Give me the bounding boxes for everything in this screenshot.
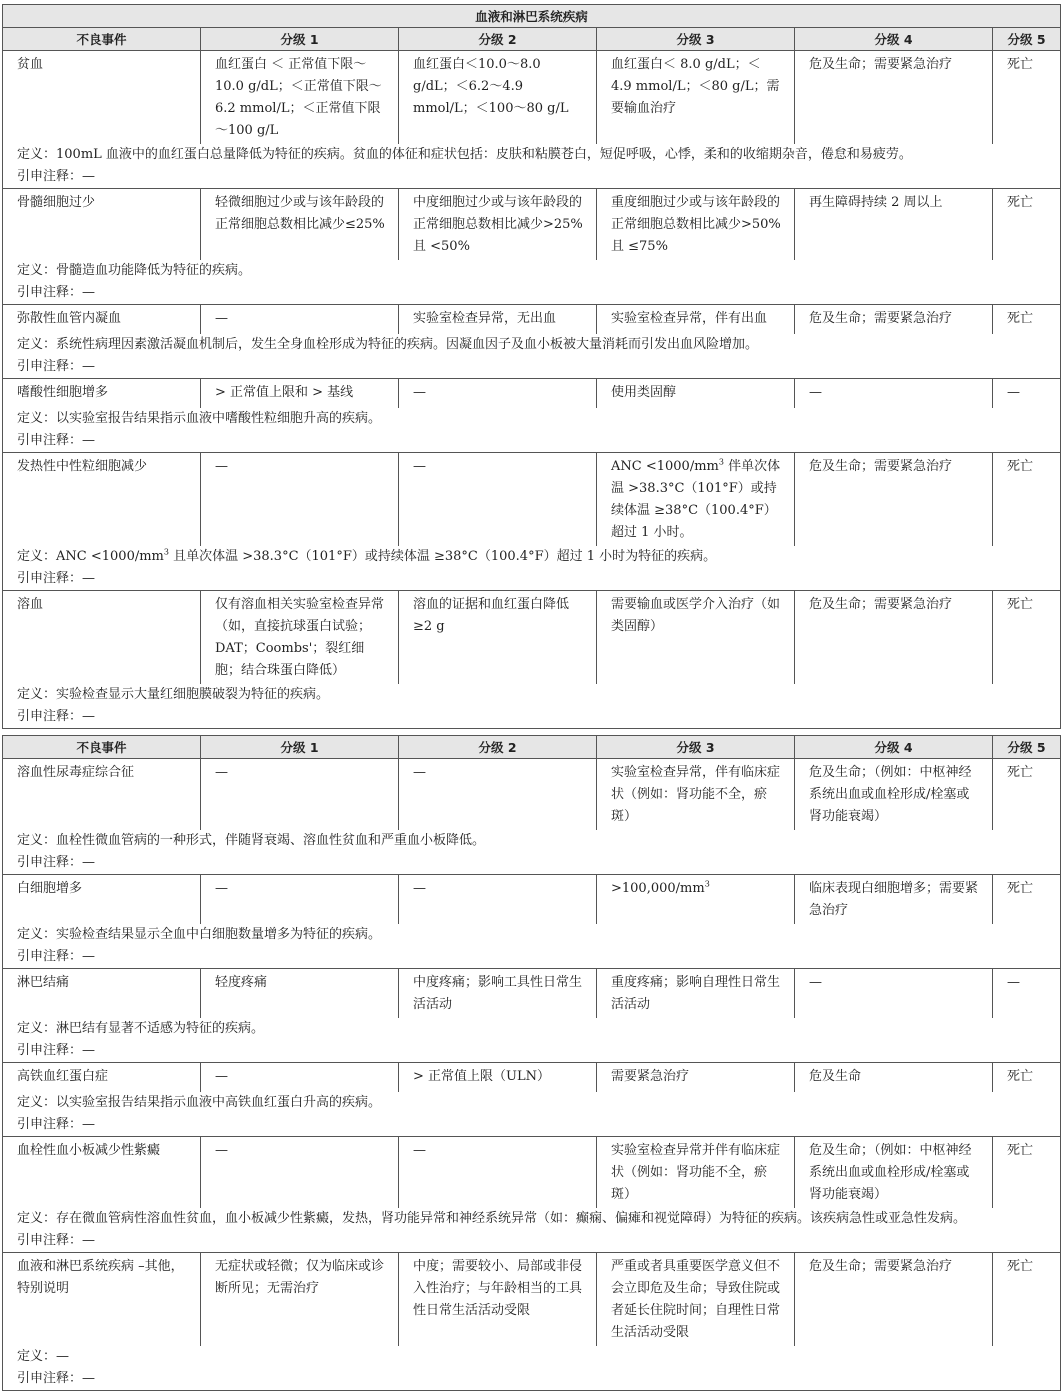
grade-3-cell: 需要紧急治疗 bbox=[597, 1063, 795, 1093]
grade-1-cell: 轻度疼痛 bbox=[201, 969, 399, 1019]
note-value: — bbox=[82, 433, 96, 448]
note-text bbox=[3, 1114, 1061, 1137]
definition-text bbox=[3, 546, 1061, 568]
event-row bbox=[3, 591, 1061, 685]
grade-3-cell: $>100,000/mm^3$ bbox=[597, 875, 795, 925]
definition-value: ANC $<1000/mm^3$ 且单次体温 >38.3°C（101°F）或持续体温 ≥38°C（100.4°F）超过 1 小时为特征的疾病。 bbox=[56, 547, 717, 564]
grade-4-cell: 危及生命；需要紧急治疗 bbox=[795, 305, 993, 335]
definition-label: 定义： bbox=[17, 687, 57, 702]
grade-5-cell: 死亡 bbox=[993, 875, 1061, 925]
grade-5-cell: 死亡 bbox=[993, 1137, 1061, 1209]
grade-2-cell: 溶血的证据和血红蛋白降低 ≥2 g bbox=[399, 591, 597, 685]
note-row bbox=[3, 1368, 1061, 1391]
note-row bbox=[3, 1230, 1061, 1253]
note-value: — bbox=[82, 359, 96, 374]
event-name: 溶血性尿毒症综合征 bbox=[3, 759, 201, 831]
note-value: — bbox=[82, 709, 96, 724]
grade-5-cell: — bbox=[993, 379, 1061, 409]
definition-text bbox=[3, 334, 1061, 356]
definition-value: 存在微血管病性溶血性贫血，血小板减少性紫癜，发热，肾功能异常和神经系统异常（如：癫痫、偏瘫和视觉障碍）为特征的疾病。该疾病急性或亚急性发病。 bbox=[56, 1211, 967, 1226]
definition-label: 定义： bbox=[17, 411, 57, 426]
grade-3-cell: 实验室检查异常，伴有出血 bbox=[597, 305, 795, 335]
note-row bbox=[3, 706, 1061, 729]
note-label: 引申注释： bbox=[17, 949, 83, 964]
grade-3-cell: 重度细胞过少或与该年龄段的正常细胞总数相比减少>50% 且 ≤75% bbox=[597, 189, 795, 261]
grade-1-cell: — bbox=[201, 305, 399, 335]
definition-text bbox=[3, 1092, 1061, 1114]
grade-4-cell: — bbox=[795, 379, 993, 409]
definition-label: 定义： bbox=[17, 549, 57, 564]
definition-text bbox=[3, 924, 1061, 946]
definition-row bbox=[3, 546, 1061, 568]
event-name: 高铁血红蛋白症 bbox=[3, 1063, 201, 1093]
note-label: 引申注释： bbox=[17, 359, 83, 374]
grade-5-cell: 死亡 bbox=[993, 305, 1061, 335]
grade-2-cell: 中度；需要较小、局部或非侵入性治疗；与年龄相当的工具性日常生活活动受限 bbox=[399, 1253, 597, 1347]
grade-1-cell: 仅有溶血相关实验室检查异常（如，直接抗球蛋白试验；DAT；Coombs'；裂红细胞；结合珠蛋白降低） bbox=[201, 591, 399, 685]
event-row bbox=[3, 453, 1061, 547]
note-value: — bbox=[82, 855, 96, 870]
definition-value: 骨髓造血功能降低为特征的疾病。 bbox=[56, 263, 252, 278]
note-label: 引申注释： bbox=[17, 1117, 83, 1132]
note-text bbox=[3, 946, 1061, 969]
definition-row bbox=[3, 924, 1061, 946]
grade-4-cell: 危及生命；（例如：中枢神经系统出血或血栓形成/栓塞或肾功能衰竭） bbox=[795, 1137, 993, 1209]
event-row bbox=[3, 1253, 1061, 1347]
note-label: 引申注释： bbox=[17, 571, 83, 586]
grade-1-cell: — bbox=[201, 1137, 399, 1209]
header-grade-2: 分级 2 bbox=[399, 736, 597, 759]
grade-3-cell: 需要输血或医学介入治疗（如类固醇） bbox=[597, 591, 795, 685]
grade-1-cell: — bbox=[201, 453, 399, 547]
definition-label: 定义： bbox=[17, 337, 57, 352]
definition-text bbox=[3, 1208, 1061, 1230]
note-label: 引申注释： bbox=[17, 433, 83, 448]
definition-label: 定义： bbox=[17, 1095, 57, 1110]
header-grade-5: 分级 5 bbox=[993, 28, 1061, 51]
definition-value: 以实验室报告结果指示血液中高铁血红蛋白升高的疾病。 bbox=[56, 1095, 382, 1110]
grade-4-cell: 危及生命 bbox=[795, 1063, 993, 1093]
definition-row bbox=[3, 1346, 1061, 1368]
grade-5-cell: 死亡 bbox=[993, 759, 1061, 831]
event-name: 淋巴结痛 bbox=[3, 969, 201, 1019]
definition-label: 定义： bbox=[17, 263, 57, 278]
definition-value: 血栓性微血管病的一种形式，伴随肾衰竭、溶血性贫血和严重血小板降低。 bbox=[56, 833, 486, 848]
note-text bbox=[3, 166, 1061, 189]
note-text bbox=[3, 568, 1061, 591]
note-text bbox=[3, 1230, 1061, 1253]
event-name: 血液和淋巴系统疾病 –其他，特别说明 bbox=[3, 1253, 201, 1347]
event-name: 发热性中性粒细胞减少 bbox=[3, 453, 201, 547]
definition-row bbox=[3, 334, 1061, 356]
note-row bbox=[3, 430, 1061, 453]
definition-label: 定义： bbox=[17, 927, 57, 942]
definition-row bbox=[3, 684, 1061, 706]
header-grade-5: 分级 5 bbox=[993, 736, 1061, 759]
grade-5-cell: 死亡 bbox=[993, 591, 1061, 685]
grade-2-cell: 实验室检查异常，无出血 bbox=[399, 305, 597, 335]
grade-3-cell: 重度疼痛；影响自理性日常生活活动 bbox=[597, 969, 795, 1019]
definition-text bbox=[3, 408, 1061, 430]
definition-row bbox=[3, 1018, 1061, 1040]
header-grade-2: 分级 2 bbox=[399, 28, 597, 51]
grade-5-cell: — bbox=[993, 969, 1061, 1019]
note-label: 引申注释： bbox=[17, 1371, 83, 1386]
note-row bbox=[3, 282, 1061, 305]
event-name: 嗜酸性细胞增多 bbox=[3, 379, 201, 409]
grade-4-cell: 危及生命；需要紧急治疗 bbox=[795, 1253, 993, 1347]
definition-label: 定义： bbox=[17, 1021, 57, 1036]
note-text bbox=[3, 706, 1061, 729]
adverse-events-table-1 bbox=[2, 4, 1061, 729]
note-label: 引申注释： bbox=[17, 1233, 83, 1248]
definition-row bbox=[3, 260, 1061, 282]
grade-5-cell: 死亡 bbox=[993, 189, 1061, 261]
grade-2-cell: > 正常值上限（ULN） bbox=[399, 1063, 597, 1093]
grade-1-cell: 血红蛋白 ＜ 正常值下限～10.0 g/dL；＜正常值下限～6.2 mmol/L；＜正常值下限～100 g/L bbox=[201, 51, 399, 145]
event-name: 白细胞增多 bbox=[3, 875, 201, 925]
note-value: — bbox=[82, 285, 96, 300]
definition-value: 实验检查结果显示全血中白细胞数量增多为特征的疾病。 bbox=[56, 927, 382, 942]
note-text bbox=[3, 1368, 1061, 1391]
note-row bbox=[3, 852, 1061, 875]
header-grade-3: 分级 3 bbox=[597, 28, 795, 51]
header-grade-1: 分级 1 bbox=[201, 736, 399, 759]
grade-2-cell: 中度疼痛；影响工具性日常生活活动 bbox=[399, 969, 597, 1019]
event-name: 溶血 bbox=[3, 591, 201, 685]
definition-row bbox=[3, 1092, 1061, 1114]
grade-2-cell: 中度细胞过少或与该年龄段的正常细胞总数相比减少>25% 且 <50% bbox=[399, 189, 597, 261]
header-row bbox=[3, 28, 1061, 51]
section-title: 血液和淋巴系统疾病 bbox=[3, 5, 1061, 28]
grade-3-cell: 实验室检查异常，伴有临床症状（例如：肾功能不全，瘀斑） bbox=[597, 759, 795, 831]
note-label: 引申注释： bbox=[17, 169, 83, 184]
definition-value: 淋巴结有显著不适感为特征的疾病。 bbox=[56, 1021, 265, 1036]
grade-5-cell: 死亡 bbox=[993, 1063, 1061, 1093]
definition-label: 定义： bbox=[17, 1349, 57, 1364]
note-value: — bbox=[82, 1233, 96, 1248]
grade-4-cell: 危及生命；需要紧急治疗 bbox=[795, 453, 993, 547]
header-grade-3: 分级 3 bbox=[597, 736, 795, 759]
grade-5-cell: 死亡 bbox=[993, 453, 1061, 547]
note-row bbox=[3, 166, 1061, 189]
definition-row bbox=[3, 408, 1061, 430]
note-value: — bbox=[82, 1117, 96, 1132]
event-name: 贫血 bbox=[3, 51, 201, 145]
header-grade-1: 分级 1 bbox=[201, 28, 399, 51]
event-name: 骨髓细胞过少 bbox=[3, 189, 201, 261]
event-row bbox=[3, 1137, 1061, 1209]
grade-3-cell: 严重或者具重要医学意义但不会立即危及生命；导致住院或者延长住院时间；自理性日常生活活动受限 bbox=[597, 1253, 795, 1347]
note-label: 引申注释： bbox=[17, 285, 83, 300]
definition-row bbox=[3, 1208, 1061, 1230]
event-row bbox=[3, 1063, 1061, 1093]
grade-4-cell: 危及生命；（例如：中枢神经系统出血或血栓形成/栓塞或肾功能衰竭） bbox=[795, 759, 993, 831]
definition-text bbox=[3, 1346, 1061, 1368]
note-value: — bbox=[82, 169, 96, 184]
header-grade-4: 分级 4 bbox=[795, 28, 993, 51]
note-value: — bbox=[82, 949, 96, 964]
definition-text bbox=[3, 830, 1061, 852]
grade-1-cell: 无症状或轻微；仅为临床或诊断所见；无需治疗 bbox=[201, 1253, 399, 1347]
grade-2-cell: — bbox=[399, 453, 597, 547]
event-name: 血栓性血小板减少性紫癜 bbox=[3, 1137, 201, 1209]
note-value: — bbox=[82, 571, 96, 586]
header-event: 不良事件 bbox=[3, 28, 201, 51]
definition-text bbox=[3, 144, 1061, 166]
header-row bbox=[3, 736, 1061, 759]
grade-2-cell: — bbox=[399, 759, 597, 831]
definition-row bbox=[3, 144, 1061, 166]
event-row bbox=[3, 379, 1061, 409]
event-row bbox=[3, 875, 1061, 925]
note-text bbox=[3, 852, 1061, 875]
definition-value: 以实验室报告结果指示血液中嗜酸性粒细胞升高的疾病。 bbox=[56, 411, 382, 426]
definition-value: 100mL 血液中的血红蛋白总量降低为特征的疾病。贫血的体征和症状包括：皮肤和粘膜苍白，短促呼吸，心悸，柔和的收缩期杂音，倦怠和易疲劳。 bbox=[56, 147, 912, 162]
grade-3-cell: 血红蛋白＜ 8.0 g/dL；＜ 4.9 mmol/L；＜80 g/L；需要输血治疗 bbox=[597, 51, 795, 145]
event-name: 弥散性血管内凝血 bbox=[3, 305, 201, 335]
note-text bbox=[3, 1040, 1061, 1063]
event-row bbox=[3, 51, 1061, 145]
note-label: 引申注释： bbox=[17, 709, 83, 724]
note-row bbox=[3, 946, 1061, 969]
grade-1-cell: — bbox=[201, 1063, 399, 1093]
grade-1-cell: 轻微细胞过少或与该年龄段的正常细胞总数相比减少≤25% bbox=[201, 189, 399, 261]
grade-3-cell: ANC $<1000/mm^3$ 伴单次体温 >38.3°C（101°F）或持续体温 ≥38°C（100.4°F）超过 1 小时。 bbox=[597, 453, 795, 547]
definition-row bbox=[3, 830, 1061, 852]
note-label: 引申注释： bbox=[17, 855, 83, 870]
grade-3-cell: 使用类固醇 bbox=[597, 379, 795, 409]
note-value: — bbox=[82, 1371, 96, 1386]
grade-4-cell: — bbox=[795, 969, 993, 1019]
ctcae-page bbox=[2, 0, 1060, 1391]
event-row bbox=[3, 759, 1061, 831]
definition-label: 定义： bbox=[17, 147, 57, 162]
definition-value: 实验检查显示大量红细胞膜破裂为特征的疾病。 bbox=[56, 687, 330, 702]
grade-4-cell: 再生障碍持续 2 周以上 bbox=[795, 189, 993, 261]
note-row bbox=[3, 568, 1061, 591]
event-row bbox=[3, 189, 1061, 261]
note-row bbox=[3, 1114, 1061, 1137]
grade-1-cell: — bbox=[201, 875, 399, 925]
adverse-events-table-2 bbox=[2, 735, 1061, 1391]
note-row bbox=[3, 1040, 1061, 1063]
grade-2-cell: 血红蛋白＜10.0～8.0 g/dL；＜6.2～4.9 mmol/L；＜100～80 g/L bbox=[399, 51, 597, 145]
grade-2-cell: — bbox=[399, 1137, 597, 1209]
note-text bbox=[3, 282, 1061, 305]
definition-value: — bbox=[56, 1349, 70, 1364]
grade-3-cell: 实验室检查异常并伴有临床症状（例如：肾功能不全，瘀斑） bbox=[597, 1137, 795, 1209]
grade-2-cell: — bbox=[399, 875, 597, 925]
grade-4-cell: 危及生命；需要紧急治疗 bbox=[795, 51, 993, 145]
grade-4-cell: 危及生命；需要紧急治疗 bbox=[795, 591, 993, 685]
definition-text bbox=[3, 684, 1061, 706]
definition-text bbox=[3, 260, 1061, 282]
definition-label: 定义： bbox=[17, 1211, 57, 1226]
grade-5-cell: 死亡 bbox=[993, 1253, 1061, 1347]
note-row bbox=[3, 356, 1061, 379]
header-grade-4: 分级 4 bbox=[795, 736, 993, 759]
header-event: 不良事件 bbox=[3, 736, 201, 759]
grade-1-cell: — bbox=[201, 759, 399, 831]
note-text bbox=[3, 356, 1061, 379]
event-row bbox=[3, 969, 1061, 1019]
event-row bbox=[3, 305, 1061, 335]
grade-2-cell: — bbox=[399, 379, 597, 409]
grade-1-cell: > 正常值上限和 > 基线 bbox=[201, 379, 399, 409]
note-text bbox=[3, 430, 1061, 453]
note-value: — bbox=[82, 1043, 96, 1058]
grade-4-cell: 临床表现白细胞增多；需要紧急治疗 bbox=[795, 875, 993, 925]
definition-value: 系统性病理因素激活凝血机制后，发生全身血栓形成为特征的疾病。因凝血因子及血小板被大量消耗而引发出血风险增加。 bbox=[56, 337, 759, 352]
grade-5-cell: 死亡 bbox=[993, 51, 1061, 145]
definition-text bbox=[3, 1018, 1061, 1040]
definition-label: 定义： bbox=[17, 833, 57, 848]
note-label: 引申注释： bbox=[17, 1043, 83, 1058]
